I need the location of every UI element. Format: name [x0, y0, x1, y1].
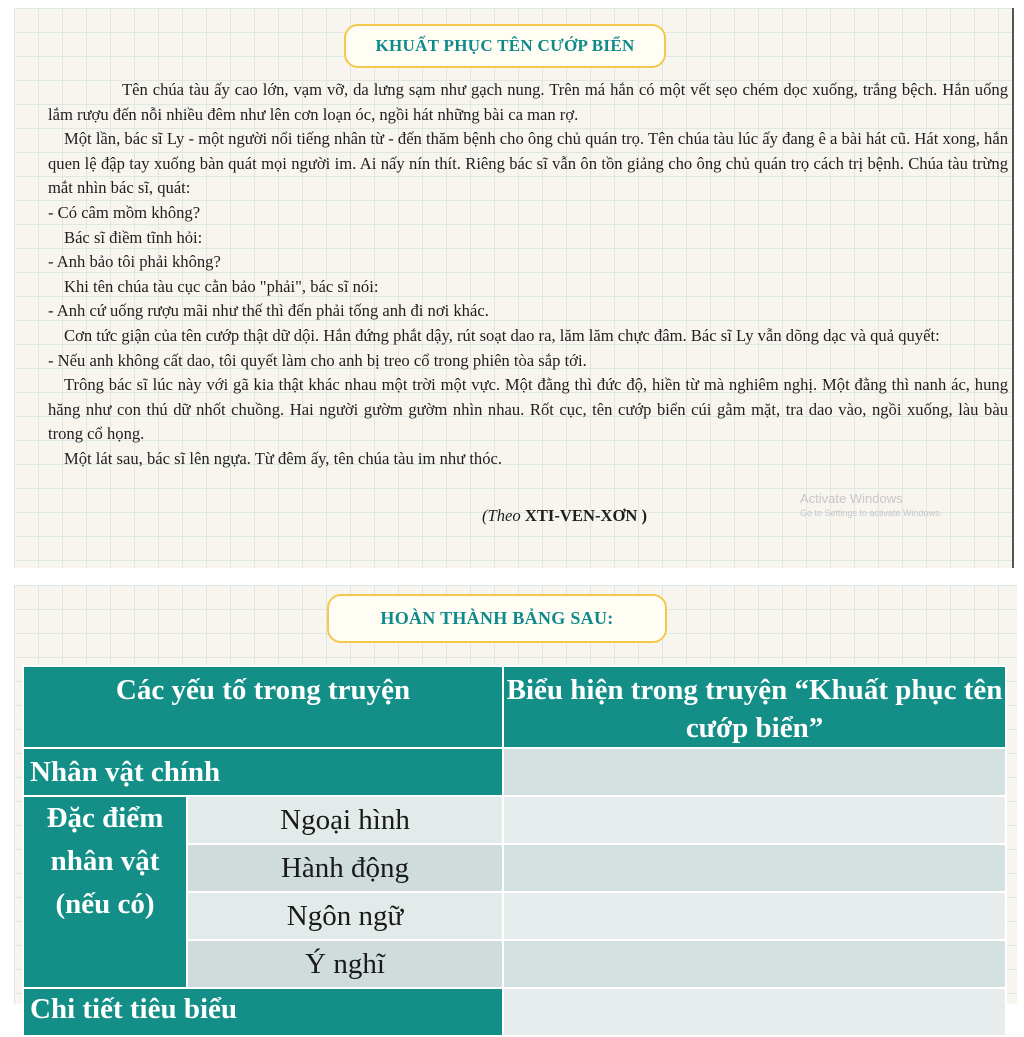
answer-cell[interactable] — [503, 892, 1006, 940]
paragraph-2: Một lần, bác sĩ Ly - một người nổi tiếng nhân từ - đến thăm bệnh cho ông chủ quán trọ. Tên chúa tàu lúc ấy đang ê a bài hát cũ. Hát xong, hắn quen lệ đập tay xuống bàn quát mọi người im. Ai nấy nín thít. Riêng bác sĩ vẫn ôn tồn giảng cho ông chủ quán trọ cách trị bệnh. Chúa tàu trừng mắt nhìn bác sĩ, quát: — [48, 129, 1008, 198]
story-text — [48, 78, 1008, 472]
watermark-subtitle: Go to Settings to activate Windows. — [800, 508, 943, 518]
narration-line: Bác sĩ điềm tĩnh hỏi: — [64, 227, 203, 247]
dialogue-line: - Anh bảo tôi phải không? — [48, 252, 221, 272]
task-panel — [14, 585, 1017, 1025]
story-panel — [14, 8, 1014, 568]
narration-line: Khi tên chúa tàu cục cằn bảo "phải", bác sĩ nói: — [64, 276, 379, 296]
answer-cell[interactable] — [503, 796, 1006, 844]
paragraph-1: Tên chúa tàu ấy cao lớn, vạm vỡ, da lưng sạm như gạch nung. Trên má hắn có một vết sẹo chém dọc xuống, trắng bệch. Hắn uống lắm rượu đến nỗi nhiều đêm như lên cơn loạn óc, ngồi hát những bài ca man rợ. — [48, 80, 1008, 124]
dialogue-line: - Có câm mồm không? — [48, 202, 201, 222]
paragraph-8: Cơn tức giận của tên cướp thật dữ dội. Hắn đứng phắt dậy, rút soạt dao ra, lăm lăm chực đâm. Bác sĩ Ly vẫn dõng dạc và quả quyết: — [64, 325, 940, 345]
paragraph-11: Một lát sau, bác sĩ lên ngựa. Từ đêm ấy, tên chúa tàu im như thóc. — [64, 448, 503, 468]
activation-watermark — [800, 491, 942, 518]
header-elements: Các yếu tố trong truyện — [23, 666, 503, 748]
watermark-title: Activate Windows — [800, 491, 903, 506]
row-main-character: Nhân vật chính — [23, 748, 503, 796]
paragraph-10: Trông bác sĩ lúc này với gã kia thật khác nhau một trời một vực. Một đằng thì đức độ, hiền từ mà nghiêm nghị. Một đằng thì nanh ác, hung hăng như con thú dữ nhốt chuồng. Hai người gườm gườm nhìn nhau. Rốt cục, tên cướp biển cúi gằm mặt, tra dao vào, ngồi xuống, làu bàu trong cổ họng. — [48, 375, 1008, 444]
trait-thought: Ý nghĩ — [187, 940, 503, 988]
row-typical-details: Chi tiết tiêu biểu — [23, 988, 503, 1036]
trait-action: Hành động — [187, 844, 503, 892]
attribution-author: XTI-VEN-XƠN ) — [524, 506, 648, 525]
answer-cell[interactable] — [503, 748, 1006, 796]
dialogue-line: - Anh cứ uống rượu mãi như thế thì đến phải tống anh đi nơi khác. — [48, 301, 489, 321]
attribution-prefix: (Theo — [482, 506, 521, 525]
answer-cell[interactable] — [503, 940, 1006, 988]
answer-cell[interactable] — [503, 988, 1006, 1036]
header-expression: Biểu hiện trong truyện “Khuất phục tên cướp biển” — [503, 666, 1006, 748]
traits-group-label: Đặc điểm nhân vật (nếu có) — [23, 796, 187, 988]
attribution — [482, 506, 647, 526]
trait-speech: Ngôn ngữ — [187, 892, 503, 940]
answer-cell[interactable] — [503, 844, 1006, 892]
task-title: HOÀN THÀNH BẢNG SAU: — [327, 594, 667, 643]
story-title: KHUẤT PHỤC TÊN CƯỚP BIỂN — [344, 24, 666, 68]
dialogue-line: - Nếu anh không cất dao, tôi quyết làm cho anh bị treo cổ trong phiên tòa sắp tới. — [48, 350, 587, 370]
trait-appearance: Ngoại hình — [187, 796, 503, 844]
elements-table — [22, 665, 1007, 1037]
